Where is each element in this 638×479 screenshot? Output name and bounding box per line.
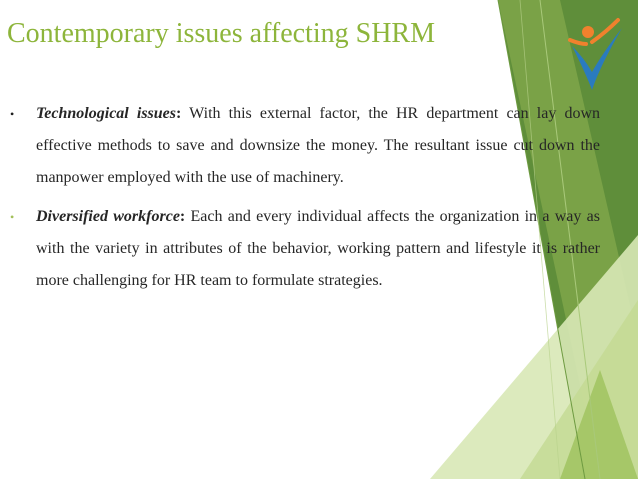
- bullet-term: Technological issues: [36, 105, 176, 122]
- logo-arm-left: [570, 40, 586, 44]
- bullet-text: Each and every individual affects the organization in a way as with the variety in attributes of the behavior, working pattern and lifestyle it is rather more challenging for HR team to formulate strategies.: [36, 208, 600, 289]
- bullet-item-technological: [0, 98, 600, 194]
- bullet-colon: :: [176, 105, 182, 122]
- bullet-marker: •: [10, 107, 15, 121]
- slide-title: Contemporary issues affecting SHRM: [7, 18, 435, 49]
- logo-head: [582, 26, 594, 38]
- bullet-colon: :: [179, 208, 186, 225]
- person-checkmark-logo-icon: [566, 14, 624, 94]
- bullet-text: With this external factor, the HR department can lay down effective methods to save and downsize the money. The resultant issue cut down the manpower employed with the use of machinery.: [36, 105, 600, 186]
- bullet-item-diversified: [0, 201, 600, 297]
- bullet-list: [0, 98, 600, 304]
- bullet-term: Diversified workforce: [36, 208, 180, 225]
- bullet-marker: •: [10, 210, 15, 224]
